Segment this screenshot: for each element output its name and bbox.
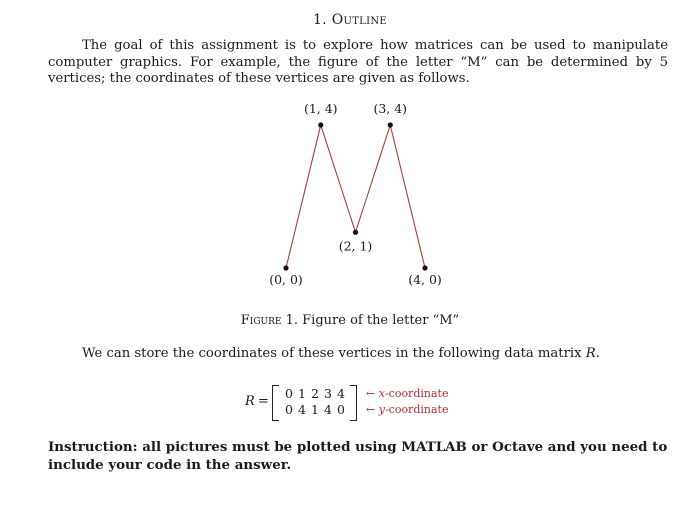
vertex-point: [318, 122, 323, 127]
row-label-text: -coordinate: [384, 403, 449, 416]
vertex-label: (3, 4): [373, 101, 408, 116]
vertex-point: [422, 265, 427, 270]
m-segment: [286, 125, 321, 268]
m-segment: [356, 125, 391, 232]
store-sentence-end: .: [595, 346, 600, 361]
matrix-equals: =: [258, 394, 269, 409]
arrow-left-icon: ←: [366, 403, 376, 416]
matrix-left-bracket: [272, 385, 279, 421]
vertex-label: (0, 0): [269, 272, 303, 287]
figure-caption-text: Figure of the letter “M”: [302, 313, 460, 328]
vertex-label: (2, 1): [338, 238, 373, 254]
section-title: Outline: [331, 12, 388, 28]
figure-caption-prefix: Figure 1.: [240, 313, 299, 328]
matrix-cell: 3: [324, 386, 332, 401]
matrix-name: R: [245, 394, 255, 409]
matrix-cell: 1: [298, 386, 306, 401]
store-sentence: [82, 346, 600, 361]
m-segment: [390, 125, 425, 268]
vertex-point: [388, 122, 393, 127]
vertex-point: [283, 265, 288, 270]
vertex-label: (1, 4): [303, 101, 338, 116]
store-sentence-var: R: [585, 346, 596, 361]
vertex-point: [353, 230, 358, 235]
arrow-left-icon: ←: [366, 387, 376, 400]
vertex-label: (4, 0): [408, 272, 442, 287]
matrix-cell: 0: [285, 402, 293, 417]
matrix-cell: 2: [311, 386, 319, 401]
y-coordinate-label: [366, 403, 448, 416]
x-coordinate-label: [366, 387, 448, 400]
matrix-cell: 4: [337, 386, 345, 401]
m-segment: [321, 125, 356, 232]
instruction-text: Instruction: all pictures must be plotted using MATLAB or Octave and you need to include your code in the answer.: [48, 439, 668, 473]
matrix-cell: 0: [337, 402, 345, 417]
store-sentence-text: We can store the coordinates of these vertices in the following data matrix: [82, 346, 582, 361]
matrix-cell: 4: [324, 402, 332, 417]
matrix-right-bracket: [350, 385, 357, 421]
matrix-cell: 0: [285, 386, 293, 401]
row-label-var: x: [378, 387, 385, 400]
figure-caption: [0, 313, 700, 328]
intro-paragraph: The goal of this assignment is to explore how matrices can be used to manipulate computer graphics. For example, the figure of the letter “M” can be determined by 5 vertices; the coordinates of these vertices are given as follows.: [48, 38, 668, 86]
matrix-cell: 1: [311, 402, 319, 417]
matrix-cell: 4: [298, 402, 306, 417]
row-label-var: y: [378, 403, 385, 416]
row-label-text: -coordinate: [384, 387, 449, 400]
section-number: 1.: [312, 12, 327, 28]
